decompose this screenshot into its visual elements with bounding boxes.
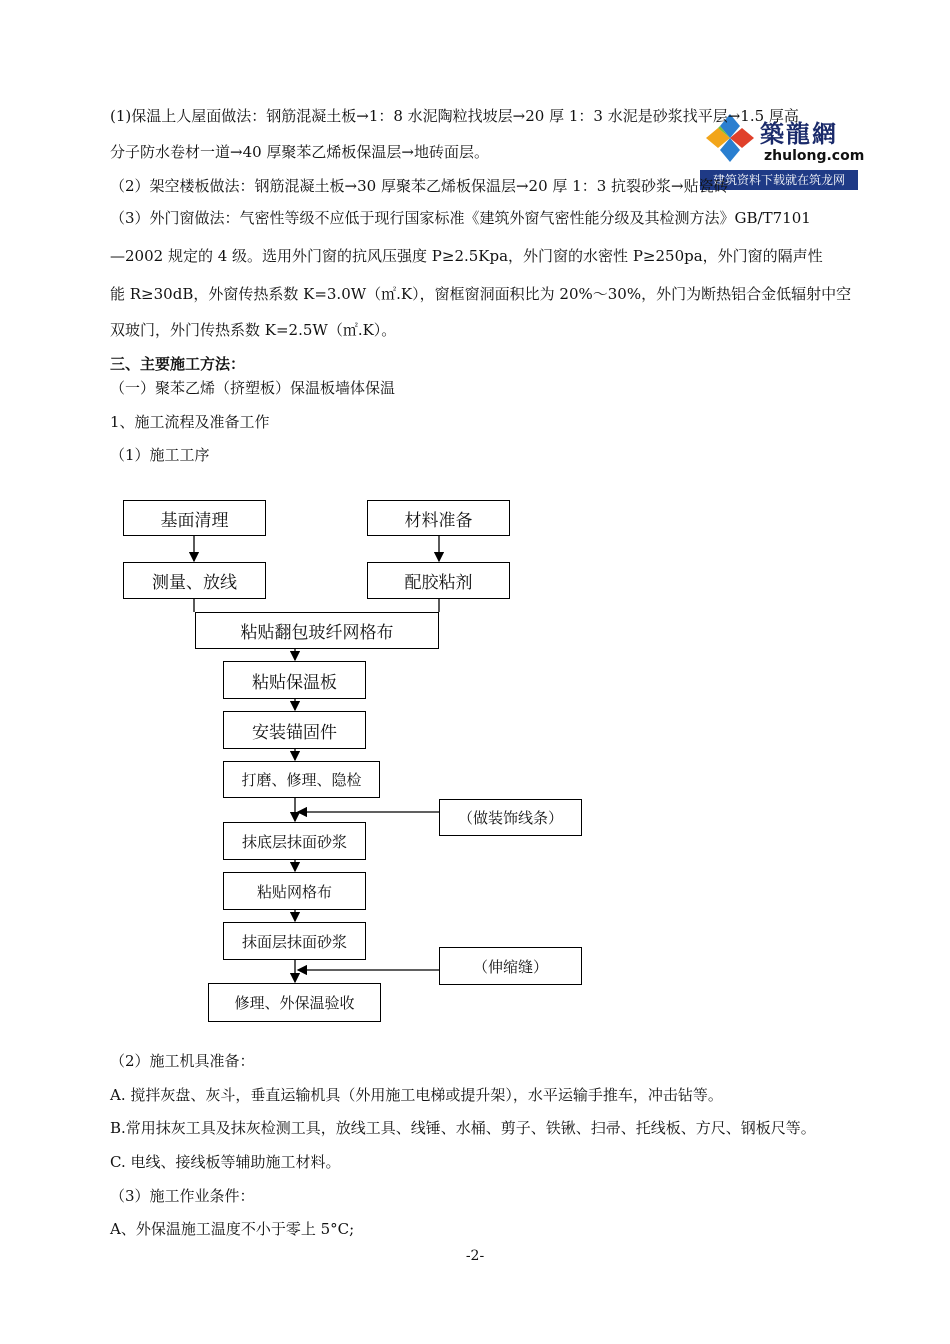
logo-slogan: 建筑资料下载就在筑龙网	[700, 170, 858, 190]
tools-heading: （2）施工机具准备：	[110, 1052, 255, 1070]
flow-step-mesh-wrap: 粘贴翻包玻纤网格布	[195, 612, 439, 649]
flow-step-clean: 基面清理	[123, 500, 266, 536]
flow-step-accept: 修理、外保温验收	[208, 983, 381, 1022]
flow-step-measure: 测量、放线	[123, 562, 266, 599]
paragraph-window-3: 能 R≥30dB，外窗传热系数 K=3.0W（㎡.K），窗框窗洞面积比为 20%～30%，外门为断热铝合金低辐射中空	[110, 285, 852, 303]
tools-item-b: B.常用抹灰工具及抹灰检测工具，放线工具、线锤、水桶、剪子、铁锹、扫帚、托线板、方尺、钢板尺等。	[110, 1119, 816, 1137]
flow-side-joint: （伸缩缝）	[439, 947, 582, 985]
section-heading: 三、主要施工方法：	[110, 355, 246, 373]
flow-step-mesh: 粘贴网格布	[223, 872, 366, 910]
flow-step-board: 粘贴保温板	[223, 661, 366, 699]
paragraph-window-2: —2002 规定的 4 级。选用外门窗的抗风压强度 P≥2.5Kpa，外门窗的水密性 P≥250pa，外门窗的隔声性	[110, 247, 823, 265]
paragraph-roof-1: (1)保温上人屋面做法：钢筋混凝土板→1：8 水泥陶粒找坡层→20 厚 1：3 水泥是砂浆找平层→1.5 厚高	[110, 107, 799, 125]
procedure-heading: （1）施工工序	[110, 446, 210, 464]
process-heading: 1、施工流程及准备工作	[110, 413, 270, 431]
conditions-item-a: A、外保温施工温度不小于零上 5°C;	[110, 1220, 355, 1238]
logo-domain: zhulong.com	[764, 148, 865, 164]
flow-step-anchor: 安装锚固件	[223, 711, 366, 749]
tools-item-c: C. 电线、接线板等辅助施工材料。	[110, 1153, 341, 1171]
flow-step-base-mortar: 抹底层抹面砂浆	[223, 822, 366, 860]
flow-step-materials: 材料准备	[367, 500, 510, 536]
subsection-heading: （一）聚苯乙烯（挤塑板）保温板墙体保温	[110, 379, 396, 397]
flow-step-glue: 配胶粘剂	[367, 562, 510, 599]
flow-step-face-mortar: 抹面层抹面砂浆	[223, 922, 366, 960]
flow-step-polish: 打磨、修理、隐检	[223, 761, 380, 798]
tools-item-a: A. 搅拌灰盘、灰斗，垂直运输机具（外用施工电梯或提升架），水平运输手推车，冲击钻等。	[110, 1086, 723, 1104]
paragraph-floor: （2）架空楼板做法：钢筋混凝土板→30 厚聚苯乙烯板保温层→20 厚 1：3 抗裂砂浆→贴瓷砖	[110, 177, 729, 195]
flow-side-decor: （做装饰线条）	[439, 799, 582, 836]
conditions-heading: （3）施工作业条件：	[110, 1187, 255, 1205]
paragraph-window-4: 双玻门，外门传热系数 K=2.5W（㎡.K）。	[110, 321, 397, 339]
paragraph-roof-2: 分子防水卷材一道→40 厚聚苯乙烯板保温层→地砖面层。	[110, 143, 489, 161]
logo-chinese-name: 築龍網	[760, 120, 838, 148]
paragraph-window-1: （3）外门窗做法：气密性等级不应低于现行国家标准《建筑外窗气密性能分级及其检测方法》GB/T7101	[110, 209, 811, 227]
page-number: -2-	[465, 1248, 485, 1264]
